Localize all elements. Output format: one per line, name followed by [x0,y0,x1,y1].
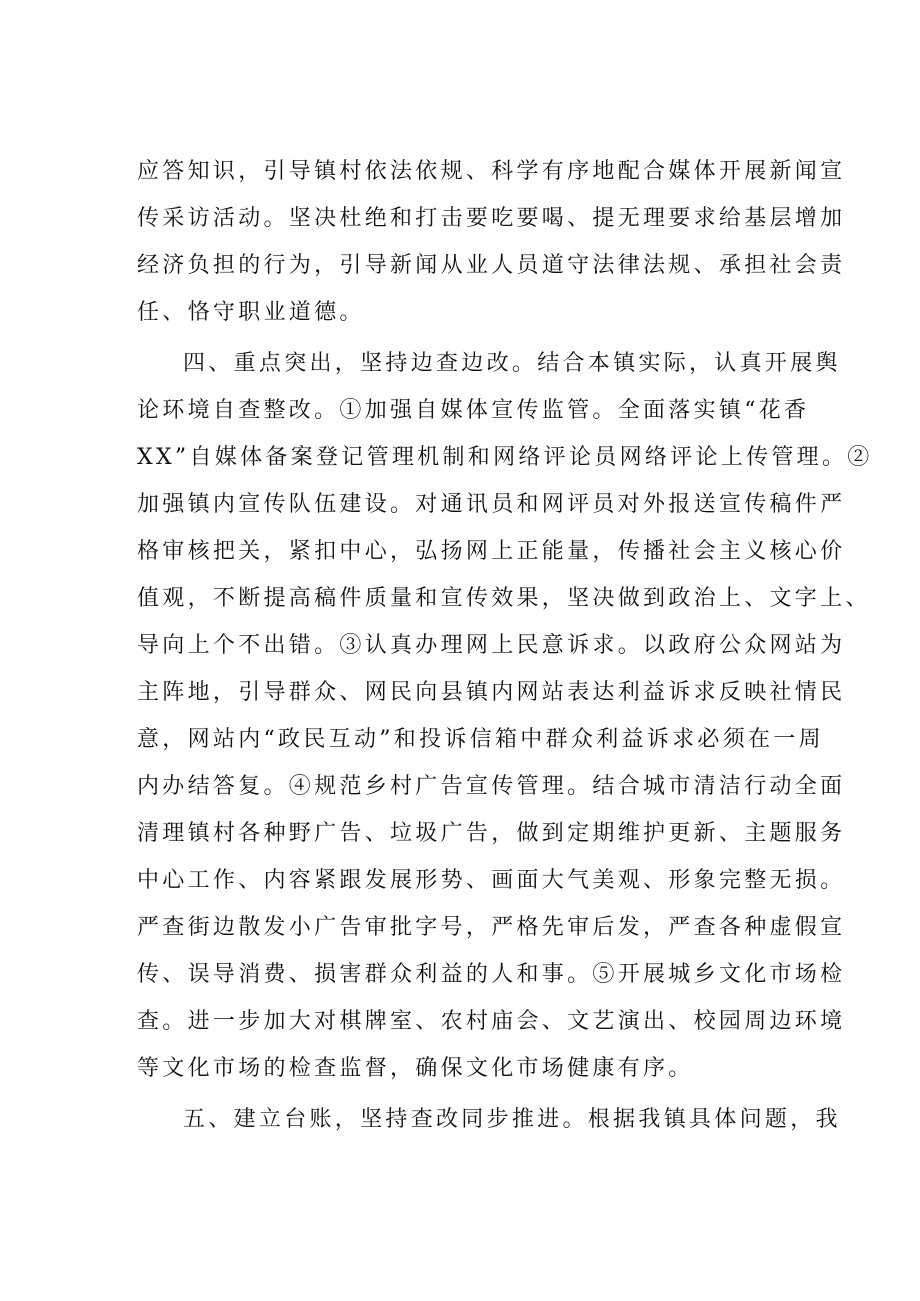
text-line: 值观，不断提高稿件质量和宣传效果，坚决做到政治上、文字上、 [137,586,871,611]
text-line: 等文化市场的检查监督，确保文化市场健康有序。 [137,1056,694,1081]
text-line: 论环境自查整改。①加强自媒体宣传监管。全面落实镇“花香 [137,398,810,423]
text-line: 清理镇村各种野广告、垃圾广告，做到定期维护更新、主题服务 [137,821,846,846]
text-line: 经济负担的行为，引导新闻从业人员道守法律法规、承担社会责 [137,253,846,278]
text-line: 加强镇内宣传队伍建设。对通讯员和网评员对外报送宣传稿件严 [137,492,846,517]
text-line: 应答知识，引导镇村依法依规、科学有序地配合媒体开展新闻宣 [137,159,846,184]
text-line: 严查街边散发小广告审批字号，严格先审后发，严查各种虚假宣 [137,915,846,940]
paragraph-3 [137,1096,841,1143]
text-line: XX”自媒体备案登记管理机制和网络评论员网络评论上传管理。② [137,445,873,470]
text-line: 意，网站内“政民互动”和投诉信箱中群众利益诉求必须在一周 [137,727,824,752]
paragraph-1 [137,148,846,336]
text-line: 传采访活动。坚决杜绝和打击要吃要喝、提无理要求给基层增加 [137,206,846,231]
text-line: 任、恪守职业道德。 [137,300,365,325]
text-line: 主阵地，引导群众、网民向县镇内网站表达利益诉求反映社情民 [137,680,846,705]
paragraph-2 [137,340,873,1092]
text-line: 传、误导消费、损害群众利益的人和事。⑤开展城乡文化市场检 [137,962,846,987]
text-line: 内办结答复。④规范乡村广告宣传管理。结合城市清洁行动全面 [137,774,846,799]
text-line: 四、重点突出，坚持边查边改。结合本镇实际，认真开展舆 [183,351,841,376]
text-line: 导向上个不出错。③认真办理网上民意诉求。以政府公众网站为 [137,633,846,658]
document-body [137,148,873,1143]
text-line: 中心工作、内容紧跟发展形势、画面大气美观、形象完整无损。 [137,868,846,893]
text-line: 查。进一步加大对棋牌室、农村庙会、文艺演出、校园周边环境 [137,1009,846,1034]
text-line: 格审核把关，紧扣中心，弘扬网上正能量，传播社会主义核心价 [137,539,846,564]
text-line: 五、建立台账，坚持查改同步推进。根据我镇具体问题，我 [183,1107,841,1132]
